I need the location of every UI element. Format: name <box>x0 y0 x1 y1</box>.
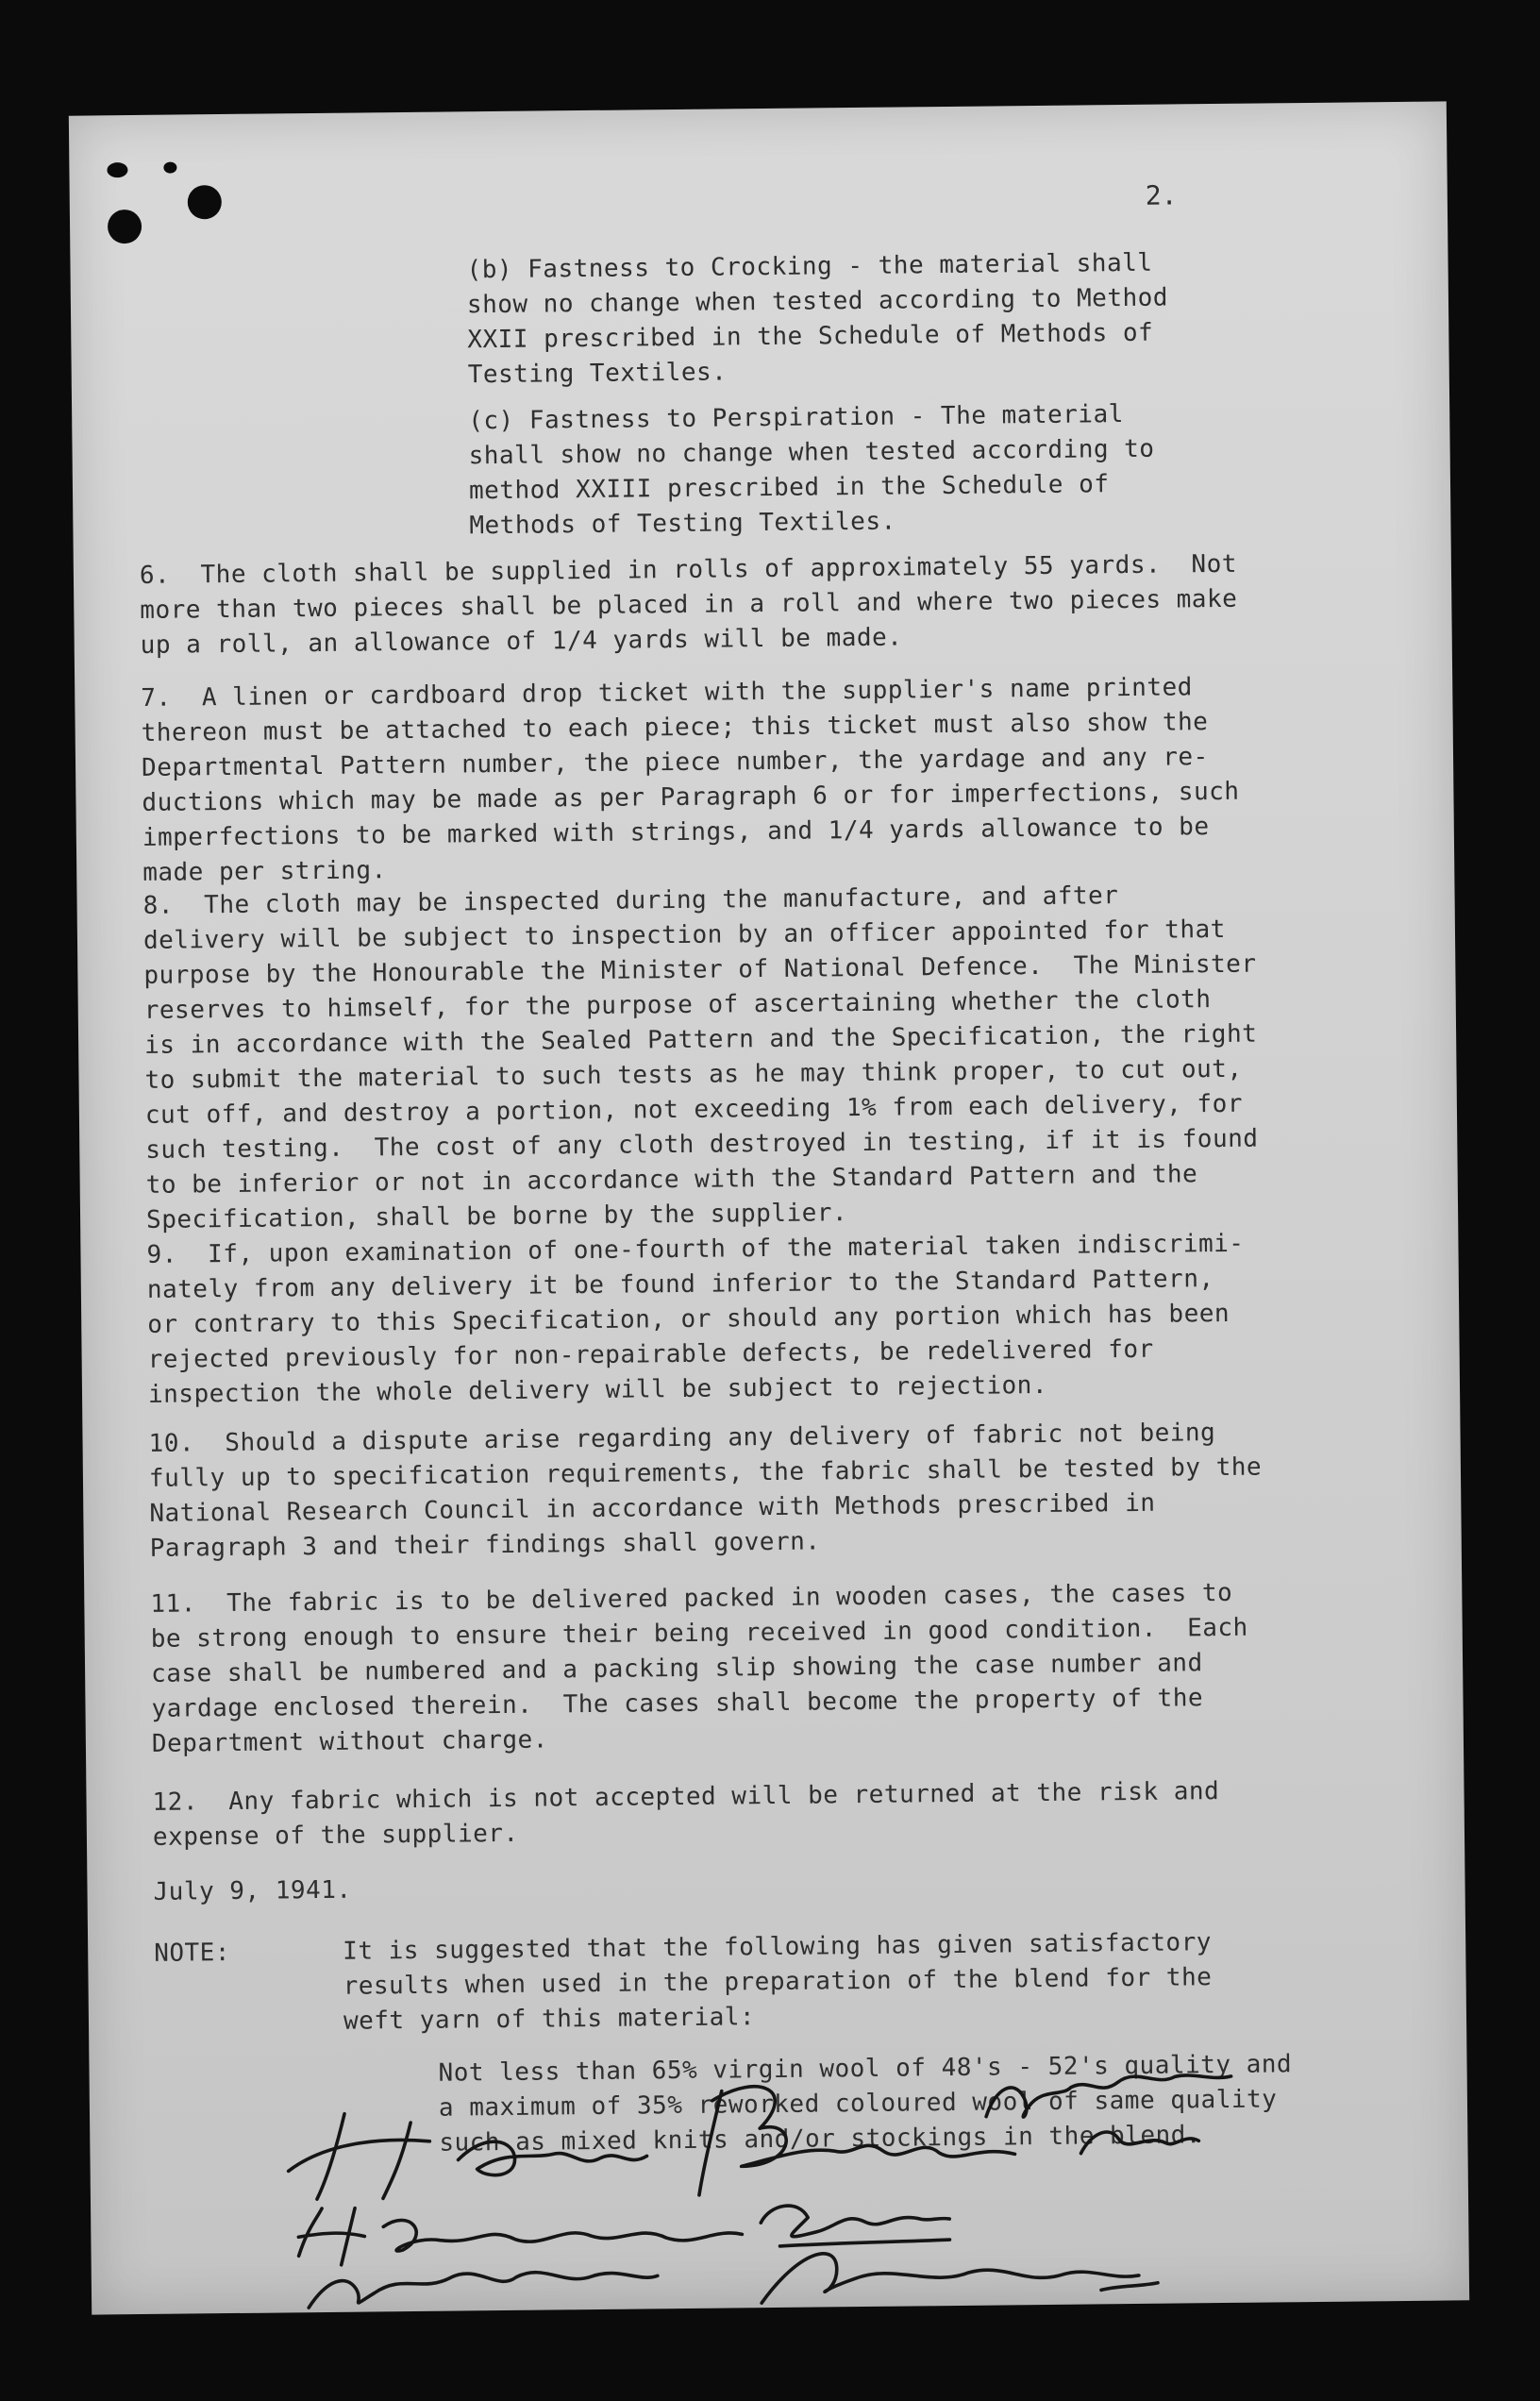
paragraph-7: 7. A linen or cardboard drop ticket with the supplier's name printed thereon must be attached to each piece; this ticket must also show the Departmental Pattern number, the piece number, the yardage and any re- ductions which may be made as per Paragraph 6 or for imperfections, such imperfections to be marked with strings, and 1/4 yards allowance to be made per string. <box>141 673 1240 887</box>
clause-5c: (c) Fastness to Perspiration - The material shall show no change when tested according to method XXIII prescribed in the Schedule of Methods of Testing Textiles. <box>468 400 1155 541</box>
paragraph-8: 8. The cloth may be inspected during the manufacture, and after delivery will be subject to inspection by an officer appointed for that purpose by the Honourable the Minister of National Defence. The Minister reserves to himself, for the purpose of ascertaining whether the cloth is in accordance with the Sealed Pattern and the Specification, the right to submit the material to such tests as he may think proper, to cut out, cut off, and destroy a portion, not exceeding 1% from each delivery, for such testing. The cost of any cloth destroyed in testing, if it is found to be inferior or not in accordance with the Standard Pattern and the Specification, shall be borne by the supplier. <box>142 881 1259 1234</box>
punch-hole-left <box>108 210 142 243</box>
paragraph-11: 11. The fabric is to be delivered packed in wooden cases, the cases to be strong enough to ensure their being received in good condition. Each case shall be numbered and a packing slip showing the case number and yardage enclosed therein. The cases shall become the property of the Department without charge. <box>150 1578 1248 1758</box>
paragraph-12: 12. Any fabric which is not accepted will be returned at the risk and expense of the supplier. <box>152 1777 1220 1852</box>
punch-hole-right <box>188 185 222 219</box>
signature-center-first <box>698 2084 1015 2195</box>
signature-center-second <box>761 2204 949 2246</box>
note-text: It is suggested that the following has given satisfactory results when used in the preparation of the blend for the weft yarn of this material: <box>343 1928 1213 2036</box>
signature-left-second <box>298 2204 743 2265</box>
signature-left-third <box>309 2271 658 2308</box>
page-number: 2. <box>1145 179 1178 211</box>
punch-hole-small <box>163 162 176 174</box>
paragraph-9: 9. If, upon examination of one-fourth of the material taken indiscrimi- nately from any delivery it be found inferior to the Standard Pattern, or contrary to this Specification, or should any portion which has been rejected previously for non-repairable defects, be redelivered for inspection the whole delivery will be subject to rejection. <box>146 1229 1245 1409</box>
handwritten-signatures <box>268 2028 1309 2313</box>
signature-center-third <box>762 2250 1159 2303</box>
paragraph-6: 6. The cloth shall be supplied in rolls of approximately 55 yards. Not more than two pieces shall be placed in a roll and where two pieces make up a roll, an allowance of 1/4 yards will be made. <box>139 549 1238 660</box>
signature-small-initials <box>1080 2131 1198 2154</box>
note-detail: Not less than 65% virgin wool of 48's - 52's quality and a maximum of 35% reworked coloured wool of same quality such as mixed knits and/or stockings in the blend. <box>438 2050 1293 2158</box>
punch-hole-top <box>107 162 127 177</box>
signature-upper-right <box>986 2074 1231 2117</box>
document-date: July 9, 1941. <box>153 1875 352 1906</box>
signatures-area <box>268 2028 1309 2313</box>
signature-left-first <box>288 2110 647 2199</box>
clause-5b: (b) Fastness to Crocking - the material shall show no change when tested according to Method XXII prescribed in the Schedule of Methods of Testing Textiles. <box>466 248 1169 390</box>
note-label: NOTE: <box>154 1939 231 1968</box>
document-page <box>69 101 1469 2314</box>
paragraph-10: 10. Should a dispute arise regarding any delivery of fabric not being fully up to specification requirements, the fabric shall be tested by the National Research Council in accordance with Methods prescribed in Paragraph 3 and their findings shall govern. <box>148 1419 1263 1563</box>
